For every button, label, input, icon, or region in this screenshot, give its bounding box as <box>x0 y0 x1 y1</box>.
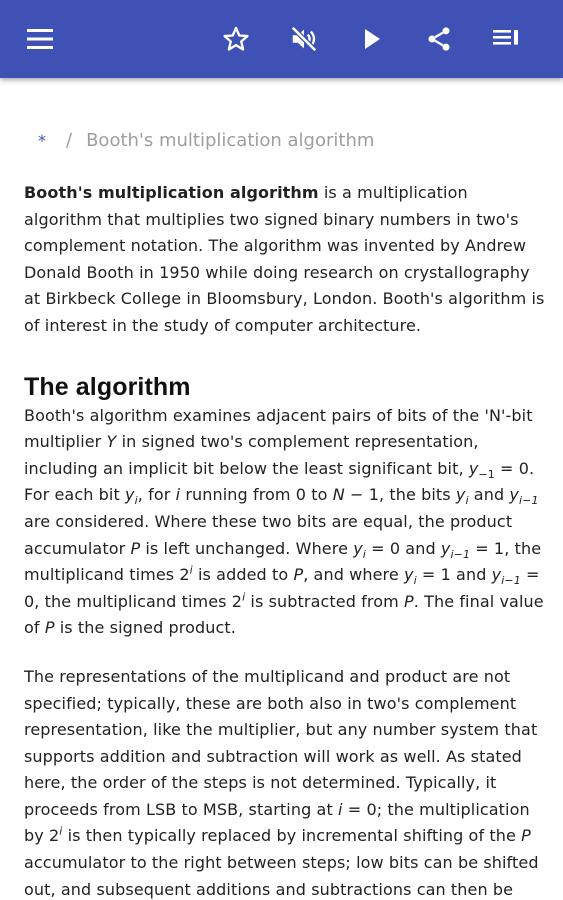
article-content <box>24 180 546 900</box>
menu-icon <box>26 28 54 50</box>
play-button[interactable] <box>352 19 392 59</box>
algorithm-paragraph: Booth's algorithm examines adjacent pairs of bits of the 'N'-bit multiplier Y in signed two's complement representation, including an implicit bit below the least significant bit, $y_{-1} = 0$. For each bit $y_i$, for i running from 0 to N − 1, the bits $y_i$ and $y_{i-1}$ are considered. Where these two bits are equal, the product accumulator P is left unchanged. Where $y_i = 0$ and $y_{i-1} = 1$, the multiplicand times 2$^i$ is added to P, and where $y_i = 1$ and $y_{i-1} = 0$, the multiplicand times 2$^i$ is subtracted from P. The final value of P is the signed product. <box>24 405 544 638</box>
breadcrumb-home-link[interactable]: * <box>38 130 46 150</box>
contents-button[interactable] <box>486 19 526 59</box>
star-icon <box>222 25 250 53</box>
intro-bold-term: Booth's multiplication algorithm <box>24 183 319 202</box>
breadcrumb-current: Booth's multiplication algorithm <box>86 129 375 151</box>
list-icon <box>492 28 520 50</box>
breadcrumb-separator: / <box>66 129 73 151</box>
mute-icon <box>289 24 319 54</box>
share-button[interactable] <box>419 19 459 59</box>
intro-paragraph: Booth's multiplication algorithm is a multiplication algorithm that multiplies two signed binary numbers in two's complement notation. The algorithm was invented by Andrew Donald Booth in 1950 while doing research on crystallography at Birkbeck College in Bloomsbury, London. Booth's algorithm is of interest in the study of computer architecture. <box>24 183 545 335</box>
representation-paragraph: The representations of the multiplicand and product are not specified; typically, these are both also in two's complement representation, like the multiplier, but any number system that supports addition and subtraction will work as well. As stated here, the order of the steps is not determined. Typically, it proceeds from LSB to MSB, starting at i = 0; the multiplication by 2$^i$ is then typically replaced by incremental shifting of the P accumulator to the right between steps; low bits can be shifted out, and subsequent additions and subtractions can then be <box>24 666 539 899</box>
mute-button[interactable] <box>284 19 324 59</box>
app-toolbar <box>0 0 563 78</box>
share-icon <box>425 25 453 53</box>
favorite-button[interactable] <box>216 19 256 59</box>
breadcrumb <box>38 128 374 152</box>
section-heading: The algorithm <box>24 372 191 401</box>
play-icon <box>361 27 383 51</box>
menu-button[interactable] <box>20 19 60 59</box>
